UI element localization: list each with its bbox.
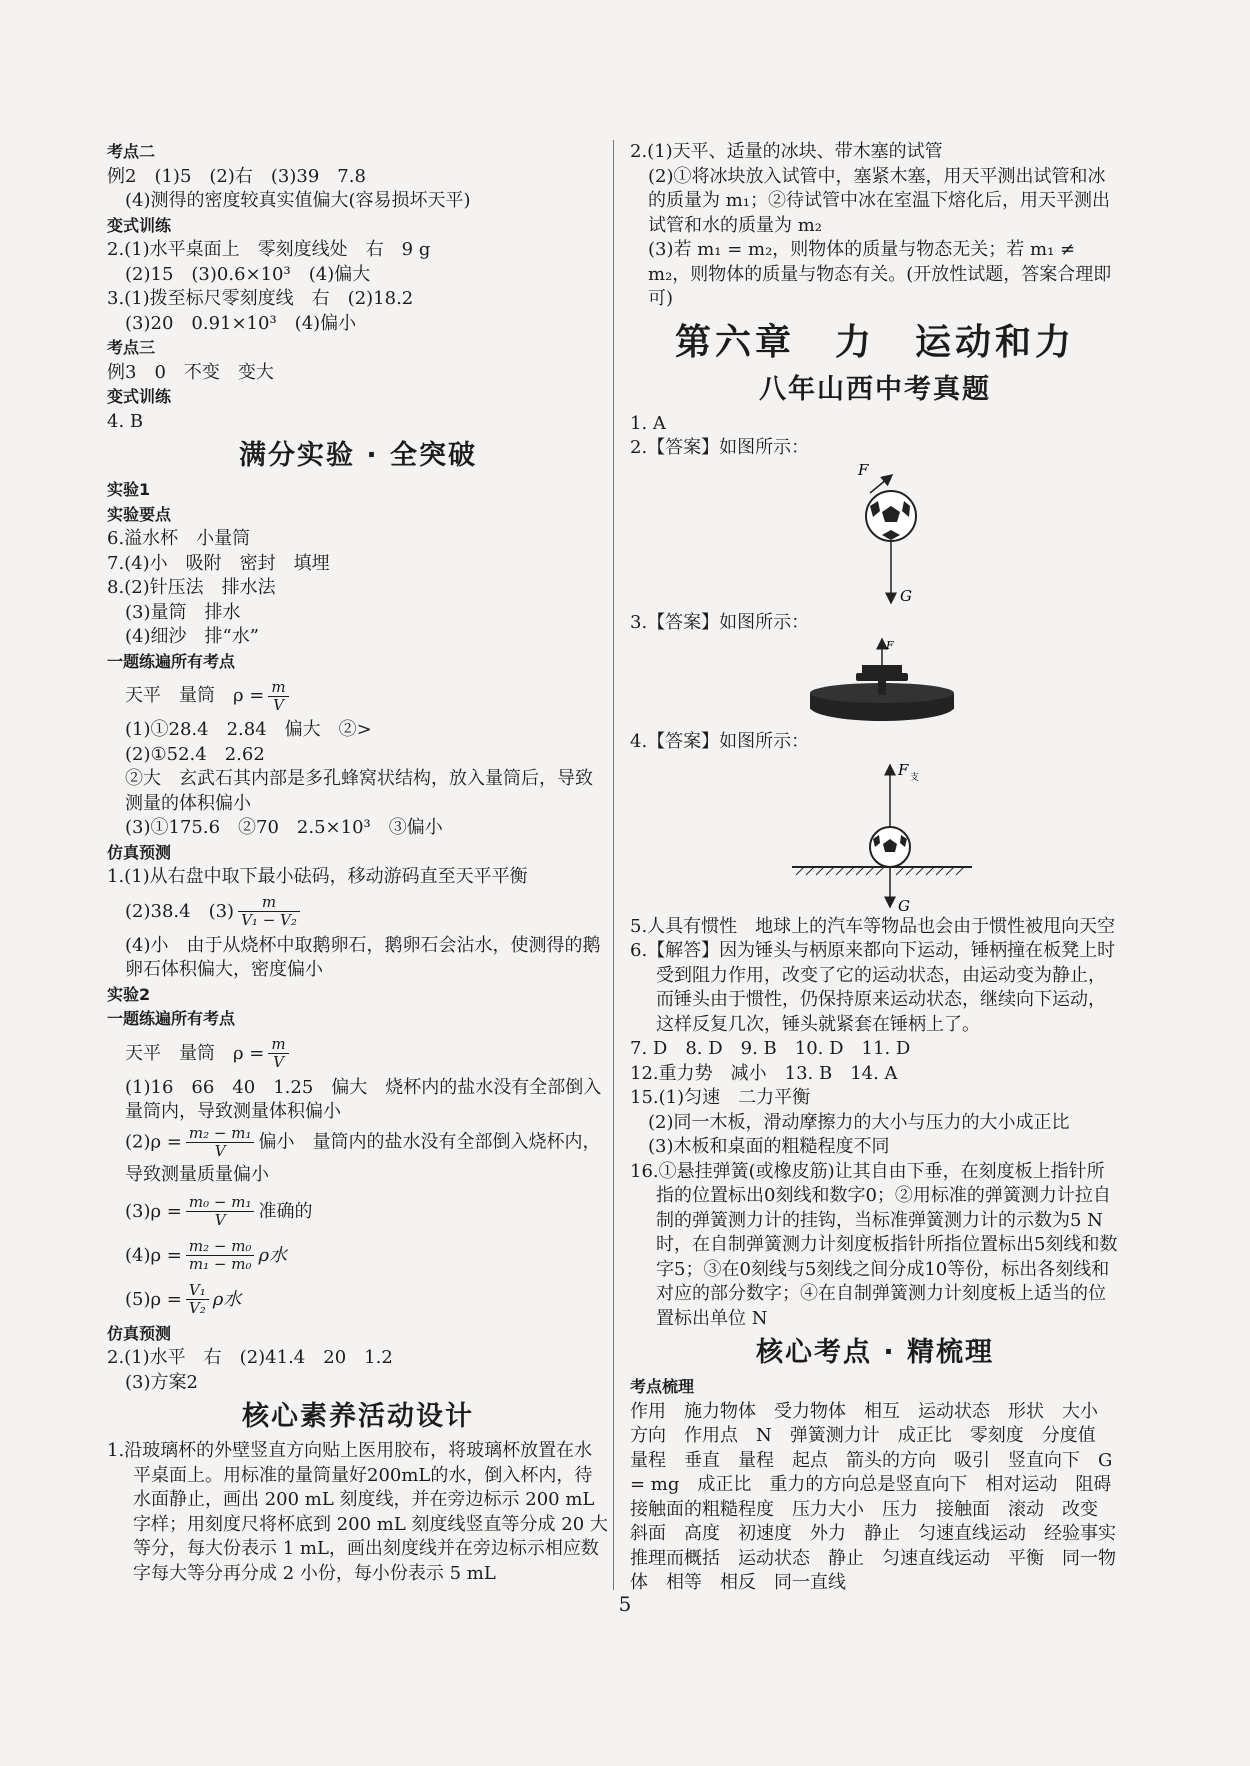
- column-divider: [613, 140, 614, 1590]
- fraction-numerator: m: [268, 679, 288, 697]
- answer-line: 2.【答案】如图所示：: [630, 437, 810, 458]
- density-fraction: [186, 1125, 255, 1160]
- formula-text: (4)ρ =: [125, 1244, 182, 1266]
- density-fraction: [186, 1282, 209, 1317]
- answer-line: 作用 施力物体 受力物体 相互 运动状态 形状 大小 方向 作用点 N 弹簧测力计 成正比 零刻度 分度值 量程 垂直 量程 起点 箭头的方向 吸引 竖直向下 G = mg 成正比 重力的方向总是竖直向下 相对运动 阻碍 接触面的粗糙程度 压力大小 压力 接触面 滚动 改变 斜面 高度 初速度 外力 静止 匀速直线运动 经验事实 推理而概括 运动状态 静止 匀速直线运动 平衡 同一物体 相等 相反 同一直线: [630, 1400, 1134, 1593]
- formula-line: [107, 674, 609, 718]
- answer-line: (1)16 66 40 1.25 偏大 烧杯内的盐水没有全部倒入量筒内，导致测量体积偏小: [125, 1076, 602, 1122]
- experiment-heading: 实验2: [107, 984, 151, 1004]
- experiment-heading: 实验1: [107, 480, 151, 499]
- right-column: [630, 140, 1134, 1596]
- answer-line: 7. D 8. D 9. B 10. D 11. D: [630, 1038, 911, 1059]
- answer-line: 2.(1)天平、适量的冰块、带木塞的试管: [630, 141, 943, 162]
- fraction-numerator: m: [238, 894, 300, 912]
- answer-line: 4. B: [107, 410, 144, 432]
- fraction-denominator: V: [214, 1141, 226, 1160]
- answer-line: ②大 玄武石其内部是多孔蜂窝状结构，放入量筒后，导致测量的体积偏小: [125, 768, 593, 814]
- bianshi-heading: 变式训练: [107, 215, 172, 235]
- force-g-label: G: [900, 586, 912, 605]
- answer-line: (3)方案2: [125, 1371, 198, 1393]
- density-fraction: [186, 1194, 255, 1229]
- ball-force-diagram: [630, 461, 1120, 611]
- answer-line: 3.(1)拨至标尺零刻度线 右 (2)18.2: [107, 288, 414, 309]
- kaodian-summary-heading: 考点梳理: [630, 1377, 695, 1396]
- answer-line: (3)20 0.91×10³ (4)偏小: [125, 312, 357, 334]
- formula-line: [107, 1278, 609, 1322]
- force-f-label: F: [886, 639, 894, 652]
- fraction-denominator: m₁ − m₀: [188, 1255, 252, 1273]
- answer-line: 16.①悬挂弹簧(或橡皮筋)让其自由下垂，在刻度板上指针所指的位置标出0刻线和数字0；②用标准的弹簧测力计拉自制的弹簧测力计的挂钩，当标准弹簧测力计的示数为5 N时，在自制弹簧测力计刻度板指针所指位置标出5刻线和数字5；③在0刻线与5刻线之间分成10等份，标出各刻线和对应的部分数字；④在自制弹簧测力计刻度板上适当的位置标出单位 N: [630, 1160, 1118, 1329]
- formula-text: 天平 量筒 ρ =: [125, 1042, 265, 1064]
- formula-text: 偏小 量筒内的盐水没有全部倒入烧杯内，导致测量质量偏小: [125, 1131, 601, 1185]
- formula-text: 天平 量筒 ρ =: [125, 685, 265, 706]
- answer-line: (3)木板和桌面的粗糙程度不同: [648, 1136, 890, 1157]
- answer-line: (2)15 (3)0.6×10³ (4)偏大: [125, 263, 371, 285]
- answer-line: 15.(1)匀速 二力平衡: [630, 1087, 811, 1108]
- stool-force-diagram: [630, 635, 1120, 730]
- water-density-symbol: ρ水: [212, 1288, 242, 1310]
- answer-line: (4)测得的密度较真实值偏大(容易损坏天平): [125, 190, 471, 211]
- answer-line: 例2 (1)5 (2)右 (3)39 7.8: [107, 165, 366, 187]
- figure-ball-forces: [630, 461, 1120, 611]
- answer-line: 6.【解答】因为锤头与柄原来都向下运动，锤柄撞在板凳上时受到阻力作用，改变了它的运动状态，由运动变为静止，而锤头由于惯性，仍保持原来运动状态，继续向下运动，这样反复几次，锤头就紧套在锤柄上了。: [630, 940, 1116, 1035]
- formula-text: (5)ρ =: [125, 1288, 182, 1310]
- answer-line: 12.重力势 减小 13. B 14. A: [630, 1062, 898, 1084]
- fraction-denominator: V: [273, 1053, 284, 1071]
- answer-line: (2)①52.4 2.62: [125, 743, 265, 765]
- fraction-denominator: V: [214, 1211, 226, 1229]
- chapter-title: 第六章 力 运动和力: [674, 321, 1075, 363]
- density-fraction: [268, 1036, 288, 1071]
- fraction-denominator: V₂: [188, 1299, 206, 1317]
- answer-line: (2)同一木板，滑动摩擦力的大小与压力的大小成正比: [648, 1111, 1070, 1133]
- fraction-numerator: V₁: [186, 1282, 209, 1300]
- answer-line: (3)量筒 排水: [125, 601, 241, 623]
- density-fraction: [238, 894, 300, 929]
- answer-line: (1)①28.4 2.84 偏大 ②>: [125, 719, 372, 740]
- section-title: 核心考点 · 精梳理: [755, 1337, 995, 1368]
- section-subtitle: 八年山西中考真题: [759, 373, 991, 405]
- answer-line: (3)若 m₁ = m₂，则物体的质量与物态无关；若 m₁ ≠ m₂，则物体的质量与物态有关。(开放性试题，答案合理即可): [648, 239, 1112, 309]
- answer-line: 2.(1)水平 右 (2)41.4 20 1.2: [107, 1347, 393, 1368]
- force-support-label: F: [898, 760, 909, 779]
- answer-line: 例3 0 不变 变大: [107, 361, 274, 383]
- fraction-numerator: m₂ − m₀: [186, 1238, 255, 1256]
- formula-line: [107, 1032, 609, 1076]
- fraction-denominator: V: [273, 695, 284, 714]
- answer-line: 3.【答案】如图所示：: [630, 611, 810, 633]
- simulation-heading: 仿真预测: [107, 842, 172, 862]
- formula-line: [107, 1125, 609, 1190]
- simulation-heading: 仿真预测: [107, 1323, 172, 1343]
- density-fraction: [186, 1238, 255, 1273]
- fraction-numerator: m: [268, 1036, 288, 1054]
- water-density-symbol: ρ水: [258, 1244, 288, 1266]
- answer-line: 8.(2)针压法 排水法: [107, 577, 276, 598]
- answer-line: 6.溢水杯 小量筒: [107, 528, 251, 549]
- fraction-denominator: V₁ − V₂: [241, 911, 297, 929]
- answer-line: 5.人具有惯性 地球上的汽车等物品也会由于惯性被甩向天空: [630, 915, 1116, 937]
- answer-line: (4)细沙 排“水”: [125, 626, 259, 647]
- answer-line: (3)①175.6 ②70 2.5×10³ ③偏小: [125, 817, 443, 838]
- answer-line: 1. A: [630, 412, 666, 434]
- answer-line: 1.沿玻璃杯的外壁竖直方向贴上医用胶布，将玻璃杯放置在水平桌面上。用标准的量筒量好200mL的水，倒入杯内，待水面静止，画出 200 mL 刻度线，并在旁边标示 200 mL 字样；用刻度尺将杯底到 200 mL 刻度线竖直等分成 20 大等分，每大份表示 1 mL，画出刻度线并在旁边标示相应数字每大等分再分成 2 小份，每小份表示 5 mL: [107, 1440, 608, 1584]
- section-title: 核心素养活动设计: [242, 1401, 474, 1432]
- answer-line: 2.(1)水平桌面上 零刻度线处 右 9 g: [107, 239, 431, 260]
- figure-stool-force: [630, 635, 1120, 730]
- density-fraction: [268, 679, 288, 714]
- bianshi-heading: 变式训练: [107, 387, 172, 406]
- formula-text: 准确的: [258, 1200, 313, 1222]
- formula-text: (2)ρ =: [125, 1131, 182, 1152]
- force-f-label: F: [858, 460, 869, 479]
- formula-line: [107, 890, 609, 934]
- all-points-heading: 一题练遍所有考点: [107, 651, 236, 671]
- section-title: 满分实验 · 全突破: [238, 440, 478, 471]
- page-number: 5: [618, 1592, 632, 1616]
- force-g-label: G: [898, 896, 910, 915]
- answer-line: (4)小 由于从烧杯中取鹅卵石，鹅卵石会沾水，使测得的鹅卵石体积偏大，密度偏小: [125, 934, 601, 980]
- all-points-heading: 一题练遍所有考点: [107, 1009, 236, 1028]
- kaodian2-heading: 考点二: [107, 142, 156, 161]
- formula-text: (3)ρ =: [125, 1200, 182, 1222]
- ball-ground-diagram: [630, 755, 1120, 915]
- force-support-subscript: 支: [910, 772, 920, 783]
- kaodian3-heading: 考点三: [107, 338, 156, 357]
- formula-line: [107, 1234, 609, 1278]
- experiment-points-heading: 实验要点: [107, 504, 172, 524]
- answer-line: 7.(4)小 吸附 密封 填埋: [107, 552, 330, 574]
- answer-line: 1.(1)从右盘中取下最小砝码，移动游码直至天平平衡: [107, 866, 528, 887]
- figure-ball-ground: [630, 755, 1120, 915]
- formula-line: [107, 1190, 609, 1234]
- left-column: [107, 140, 609, 1586]
- fraction-numerator: m₀ − m₁: [186, 1194, 255, 1212]
- answer-line: (2)①将冰块放入试管中，塞紧木塞，用天平测出试管和冰的质量为 m₁；②待试管中冰在室温下熔化后，用天平测出试管和水的质量为 m₂: [648, 165, 1111, 236]
- answer-line: 4.【答案】如图所示：: [630, 731, 810, 752]
- fraction-numerator: m₂ − m₁: [186, 1125, 255, 1143]
- formula-text: (2)38.4 (3): [125, 900, 235, 922]
